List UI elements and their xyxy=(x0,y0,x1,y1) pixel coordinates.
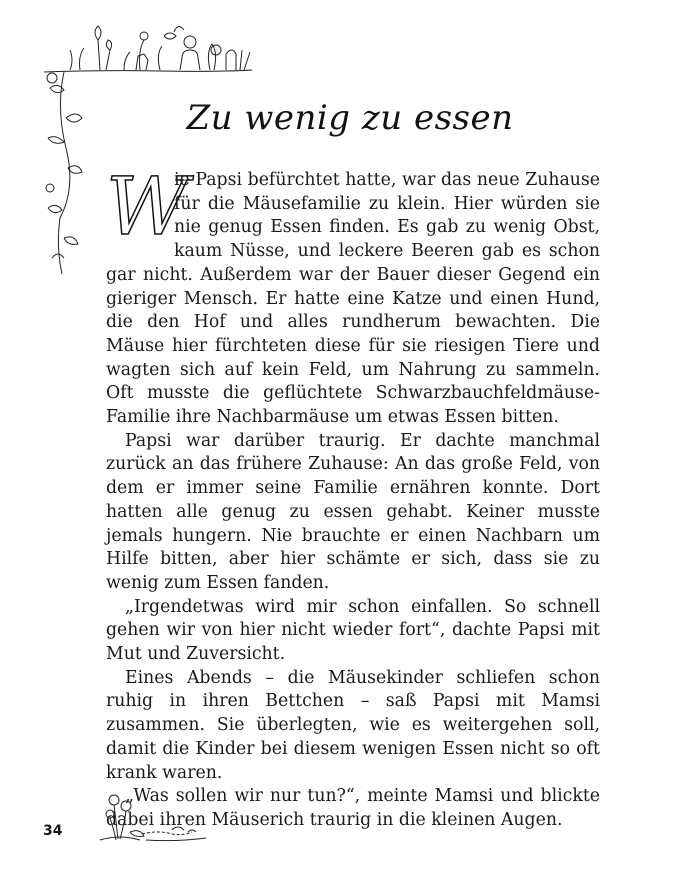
paragraph-2: Papsi war darüber traurig. Er dachte manchmal zurück an das frühere Zuhause: An das große Feld, von dem er immer seine Familie ernähren konnte. Dort hatten alle genug zu essen gehabt. Keiner musste jemals hungern. Nie brauchte er einen Nachbarn um Hilfe bitten, aber hier schämte er sich, dass sie zu wenig zum Essen fanden. xyxy=(106,430,600,593)
flower-vine-illustration xyxy=(38,68,88,278)
flowers-illustration xyxy=(96,790,211,845)
story-body xyxy=(106,160,600,833)
drop-cap-letter: W xyxy=(106,160,189,253)
paragraph-1: ie Papsi befürchtet hatte, war das neue Zuhause für die Mäusefamilie zu klein. Hier würden sie nie genug Essen finden. Es gab zu wenig Obst, kaum Nüsse, und leckere Beeren gab es schon gar nicht. Außerdem war der Bauer dieser Gegend ein gieriger Mensch. Er hatte eine Katze und einen Hund, die den Hof und alles rundherum bewachten. Die Mäuse hier fürchteten diese für sie riesigen Tiere und wagten sich auf kein Feld, um Nahrung zu sammeln. Oft musste die geflüchtete Schwarzbauchfeldmäuse-Familie ihre Nachbarmäuse um etwas Essen bitten. xyxy=(106,170,600,428)
paragraph-3: „Irgendetwas wird mir schon einfallen. So schnell gehen wir von hier nicht wieder fort“, dachte Papsi mit Mut und Zuversicht. xyxy=(106,596,600,665)
paragraph-5: „Was sollen wir nur tun?“, meinte Mamsi und blickte dabei ihren Mäuserich traurig in die kleinen Augen. xyxy=(106,786,600,830)
paragraph-4: Eines Abends – die Mäusekinder schliefen schon ruhig in ihren Bettchen – saß Papsi mit Mamsi zusammen. Sie überlegten, wie es weitergehen soll, damit die Kinder bei diesem wenigen Essen nicht so oft krank waren. xyxy=(106,667,600,783)
chapter-title: Zu wenig zu essen xyxy=(186,98,514,138)
page-number: 34 xyxy=(43,823,63,839)
